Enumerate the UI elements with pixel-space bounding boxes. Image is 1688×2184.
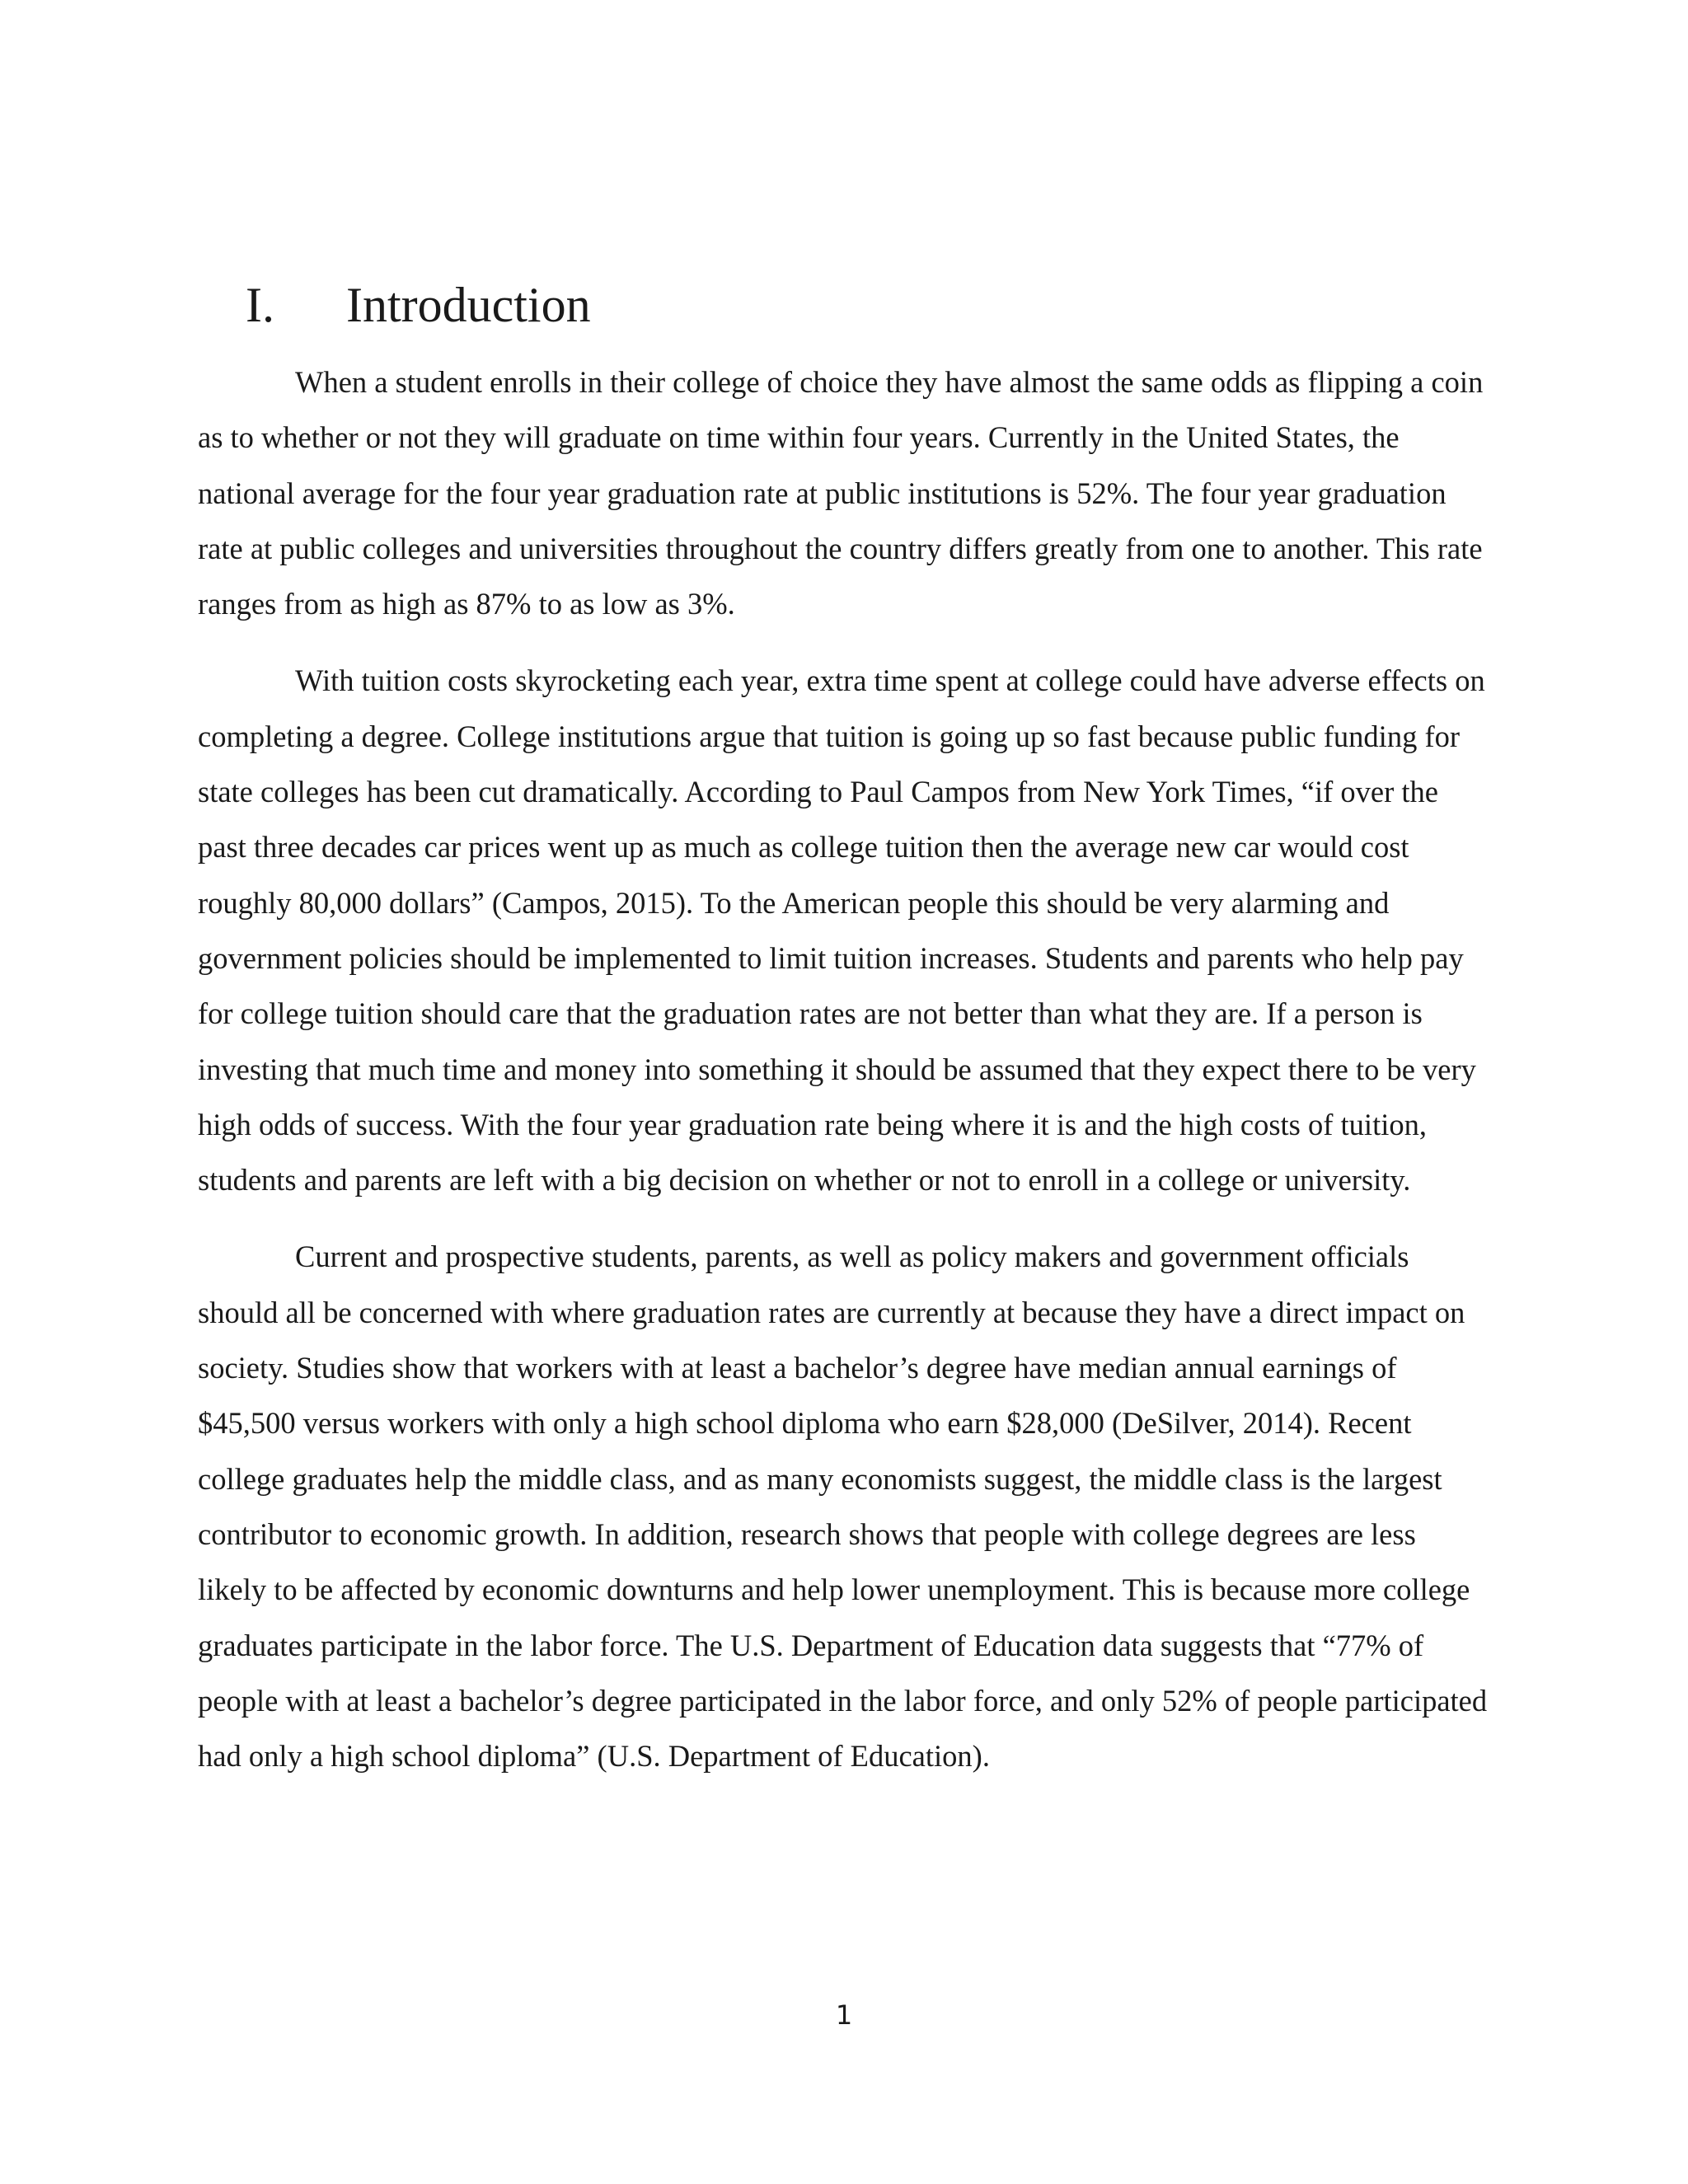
section-number: I. bbox=[246, 278, 274, 332]
paragraph-3: Current and prospective students, parents, as well as policy makers and government officials should all be concerned with where graduation rates are currently at because they have a direct impact on society. Studies show that workers with at least a bachelor’s degree have median annual earnings of $45,500 versus workers with only a high school diploma who earn $28,000 (DeSilver, 2014). Recent college graduates help the middle class, and as many economists suggest, the middle class is the largest contributor to economic growth. In addition, research shows that people with college degrees are less likely to be affected by economic downturns and help lower unemployment. This is because more college graduates participate in the labor force. The U.S. Department of Education data suggests that “77% of people with at least a bachelor’s degree participated in the labor force, and only 52% of people participated had only a high school diploma” (U.S. Department of Education). bbox=[198, 1240, 1488, 1774]
section-heading bbox=[246, 272, 591, 338]
paragraph-2: With tuition costs skyrocketing each year, extra time spent at college could have adverse effects on completing a degree. College institutions argue that tuition is going up so fast because public funding for state colleges has been cut dramatically. According to Paul Campos from New York Times, “if over the past three decades car prices went up as much as college tuition then the average new car would cost roughly 80,000 dollars” (Campos, 2015). To the American people this should be very alarming and government policies should be implemented to limit tuition increases. Students and parents who help pay for college tuition should care that the graduation rates are not better than what they are. If a person is investing that much time and money into something it should be assumed that they expect there to be very high odds of success. With the four year graduation rate being where it is and the high costs of tuition, students and parents are left with a big decision on whether or not to enroll in a college or university. bbox=[198, 663, 1485, 1197]
paragraph-1: When a student enrolls in their college of choice they have almost the same odds as flipping a coin as to whether or not they will graduate on time within four years. Currently in the United States, the national average for the four year graduation rate at public institutions is 52%. The four year graduation rate at public colleges and universities throughout the country differs greatly from one to another. This rate ranges from as high as 87% to as low as 3%. bbox=[198, 365, 1484, 621]
body-text bbox=[198, 354, 1492, 1805]
section-title: Introduction bbox=[346, 278, 591, 332]
page-number: 1 bbox=[835, 1999, 853, 2031]
